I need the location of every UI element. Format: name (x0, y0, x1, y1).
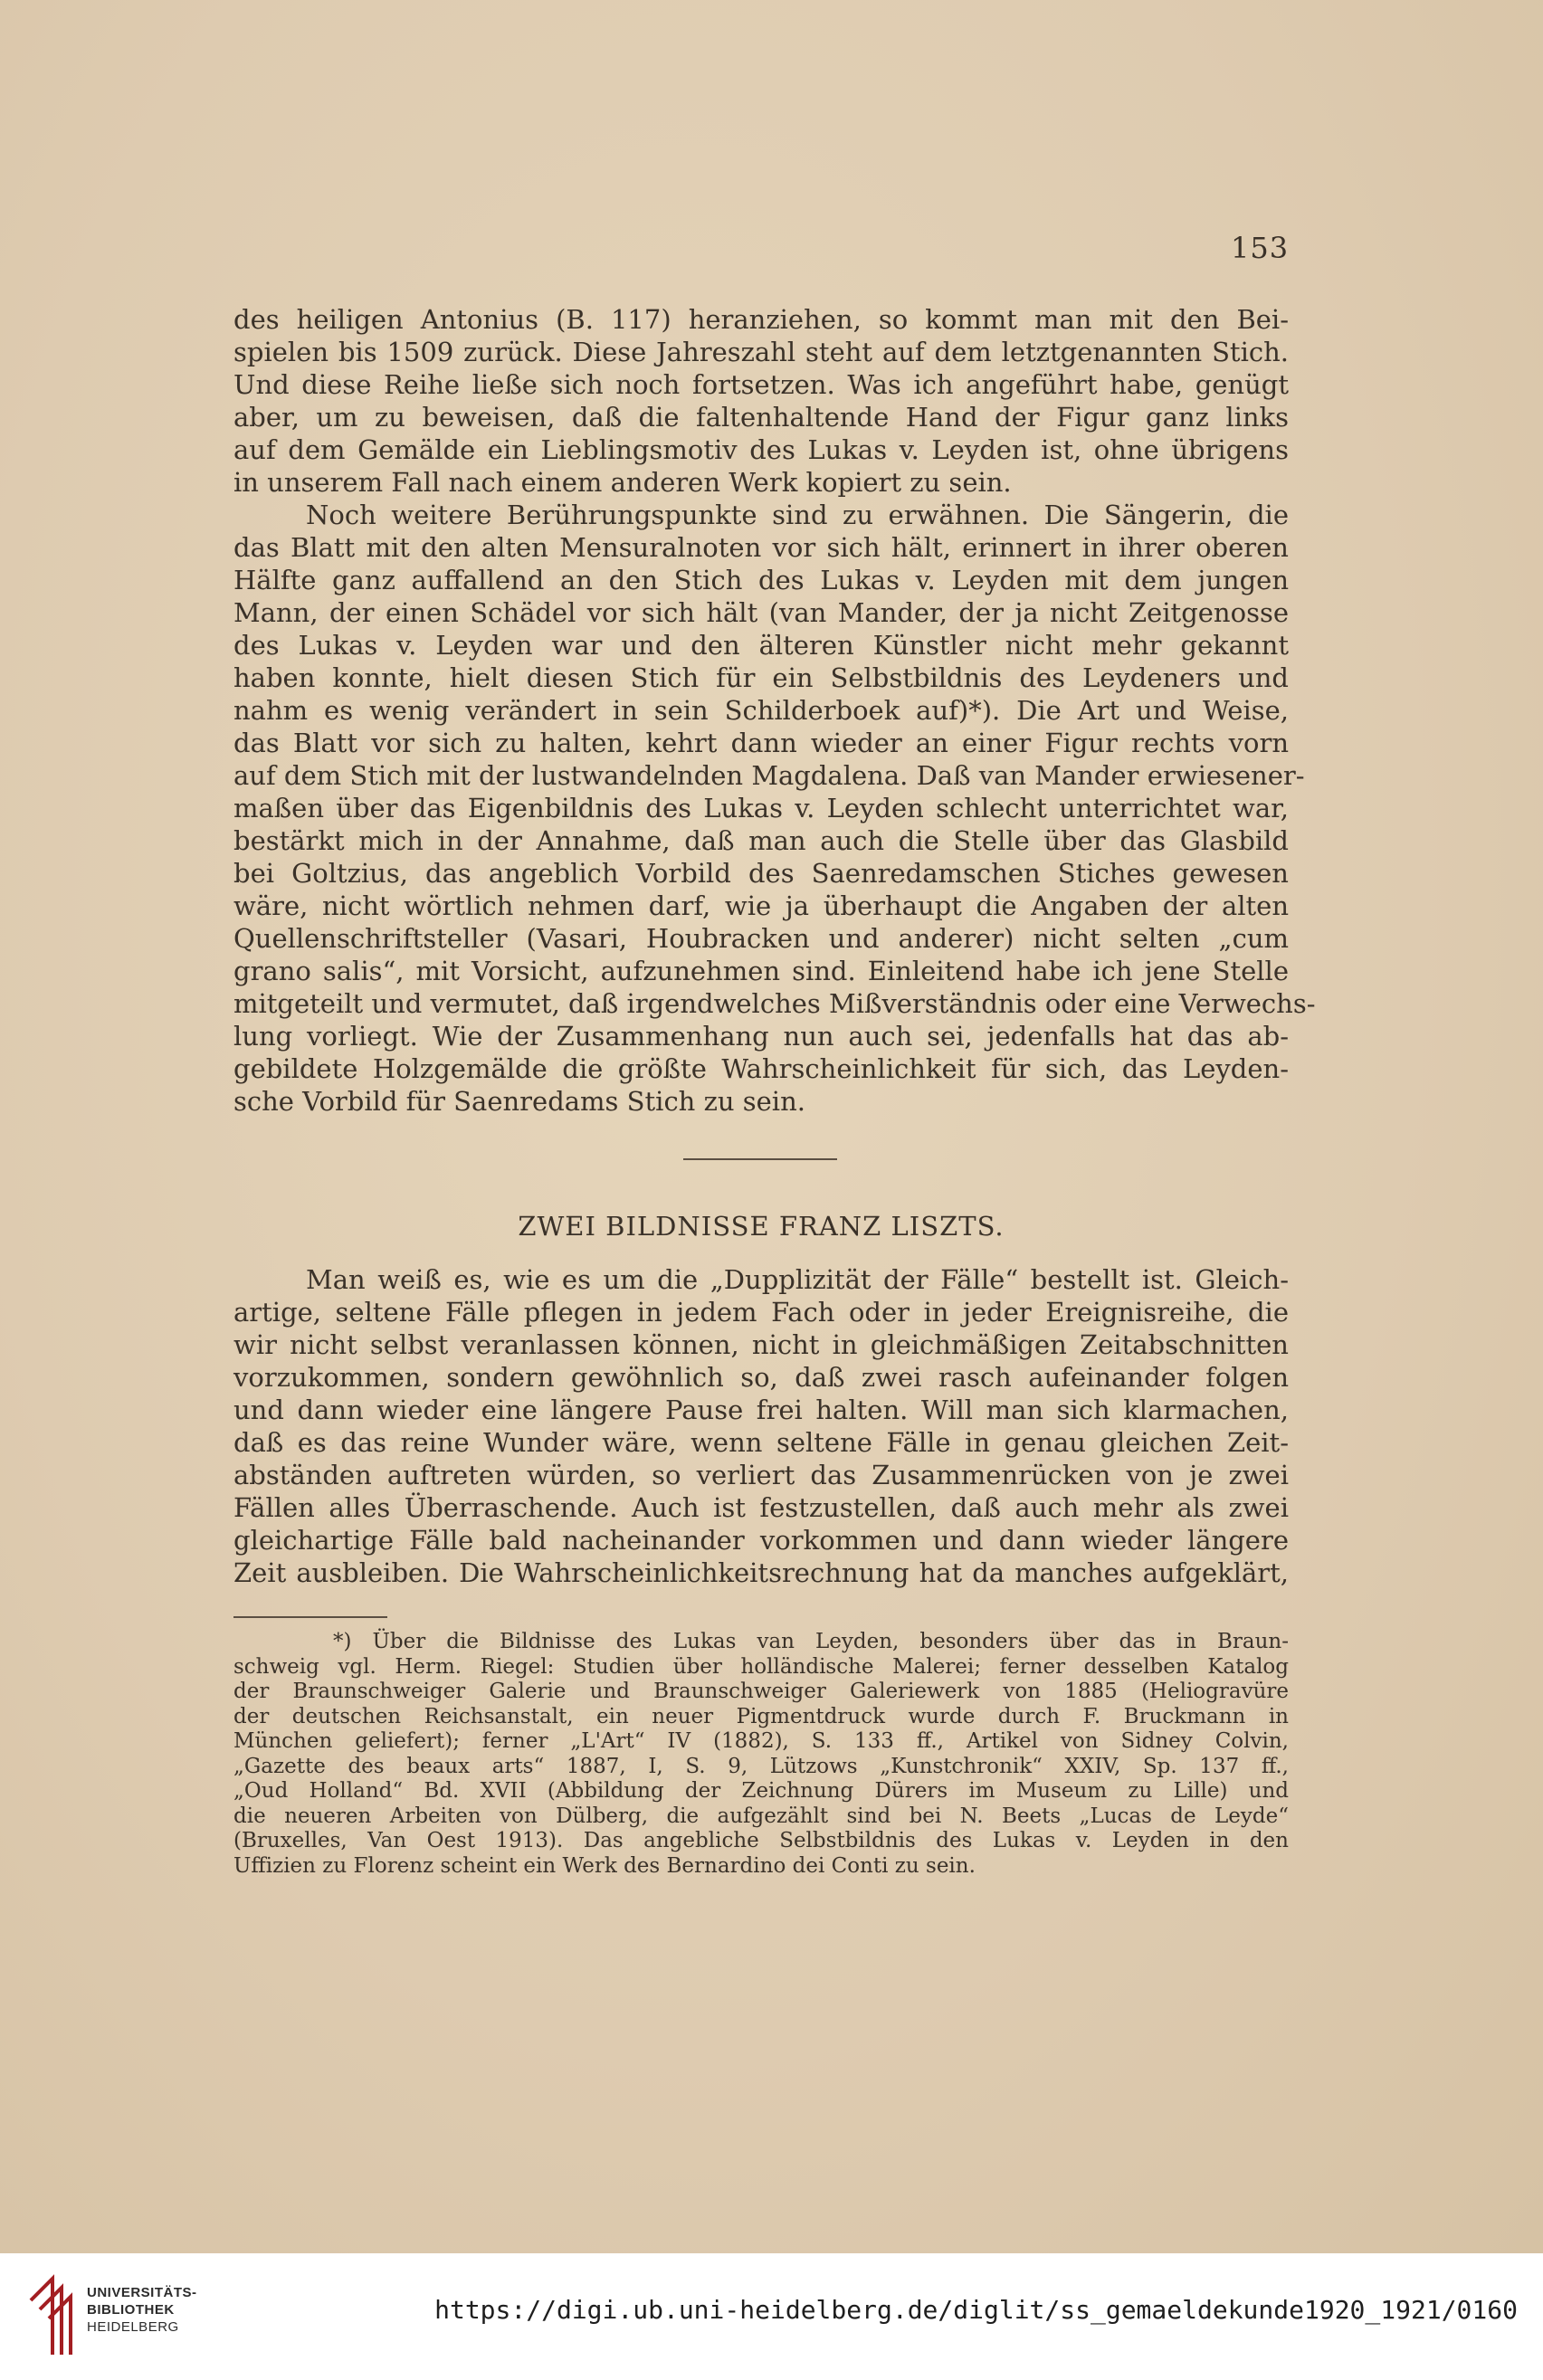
footnote-line: „Gazette des beaux arts“ 1887, I, S. 9, Lützows „Kunstchronik“ XXIV, Sp. 137 ff., (233, 1754, 1289, 1778)
text-line: das Blatt mit den alten Mensuralnoten vor sich hält, erinnert in ihrer oberen (233, 532, 1289, 563)
text-line: in unserem Fall nach einem anderen Werk kopiert zu sein. (233, 467, 1012, 498)
text-line: Zeit ausbleiben. Die Wahrscheinlichkeitsrechnung hat da manches aufgeklärt, (233, 1557, 1289, 1588)
paragraph-block (233, 303, 1316, 1118)
footnote-line: München geliefert); ferner „L'Art“ IV (1882), S. 133 ff., Artikel von Sidney Colvin, (233, 1729, 1289, 1753)
text-line: wäre, nicht wörtlich nehmen darf, wie ja überhaupt die Angaben der alten (233, 890, 1289, 921)
text-line: Quellenschriftsteller (Vasari, Houbracken und anderer) nicht selten „cum (233, 923, 1289, 954)
text-line: artige, seltene Fälle pflegen in jedem Fach oder in jeder Ereignisreihe, die (233, 1297, 1289, 1328)
text-line: wir nicht selbst veranlassen können, nicht in gleichmäßigen Zeitabschnitten (233, 1329, 1289, 1360)
footnote-line: der Braunschweiger Galerie und Braunschweiger Galeriewerk von 1885 (Heliogravüre (233, 1680, 1289, 1703)
footnote-line: Uffizien zu Florenz scheint ein Werk des Bernardino dei Conti zu sein. (233, 1853, 976, 1878)
footnote-block (233, 1630, 1289, 1879)
text-line: bei Goltzius, das angeblich Vorbild des Saenredamschen Stiches gewesen (233, 858, 1289, 889)
text-line: lung vorliegt. Wie der Zusammenhang nun auch sei, jedenfalls hat das ab- (233, 1021, 1289, 1052)
text-line: mitgeteilt und vermutet, daß irgendwelches Mißverständnis oder eine Verwechs- (233, 988, 1316, 1019)
text-line: Hälfte ganz auffallend an den Stich des Lukas v. Leyden mit dem jungen (233, 565, 1289, 595)
text-line: Und diese Reihe ließe sich noch fortsetzen. Was ich angeführt habe, genügt (233, 369, 1289, 400)
text-line: bestärkt mich in der Annahme, daß man auch die Stelle über das Glasbild (233, 825, 1289, 856)
text-line: auf dem Stich mit der lustwandelnden Magdalena. Daß van Mander erwiesener- (233, 760, 1305, 791)
text-line: grano salis“, mit Vorsicht, aufzunehmen sind. Einleitend habe ich jene Stelle (233, 956, 1289, 986)
text-line: haben konnte, hielt diesen Stich für ein Selbstbildnis des Leydeners und (233, 662, 1289, 693)
footnote-divider (233, 1616, 387, 1618)
footnote-line: der deutschen Reichsanstalt, ein neuer Pigmentdruck wurde durch F. Bruckmann in (233, 1704, 1289, 1728)
footnote-line: die neueren Arbeiten von Dülberg, die aufgezählt sind bei N. Beets „Lucas de Leyde“ (233, 1804, 1289, 1828)
library-logo-text (87, 2284, 197, 2336)
logo-line: UNIVERSITÄTS- (87, 2285, 197, 2300)
paragraph-block (233, 1263, 1289, 1589)
text-line: des Lukas v. Leyden war und den älteren Künstler nicht mehr gekannt (233, 630, 1289, 661)
text-line: des heiligen Antonius (B. 117) heranziehen, so kommt man mit den Bei- (233, 304, 1289, 335)
text-line: abständen auftreten würden, so verliert das Zusammenrücken von je zwei (233, 1460, 1289, 1490)
page-number: 153 (1231, 231, 1290, 265)
footnote-line: schweig vgl. Herm. Riegel: Studien über holländische Malerei; ferner desselben Katalog (233, 1654, 1289, 1679)
logo-line: BIBLIOTHEK (87, 2302, 175, 2318)
text-line: Fällen alles Überraschende. Auch ist festzustellen, daß auch mehr als zwei (233, 1492, 1289, 1523)
text-line: sche Vorbild für Saenredams Stich zu sein. (233, 1086, 805, 1117)
text-line: und dann wieder eine längere Pause frei halten. Will man sich klarmachen, (233, 1395, 1289, 1425)
text-line: gleichartige Fälle bald nacheinander vorkommen und dann wieder längere (233, 1525, 1289, 1556)
section-divider (683, 1158, 837, 1160)
footnote-line: „Oud Holland“ Bd. XVII (Abbildung der Zeichnung Dürers im Museum zu Lille) und (233, 1779, 1289, 1803)
footnote-line: (Bruxelles, Van Oest 1913). Das angebliche Selbstbildnis des Lukas v. Leyden in den (233, 1829, 1289, 1852)
text-line: nahm es wenig verändert in sein Schilderboek auf)*). Die Art und Weise, (233, 695, 1289, 726)
text-line: Mann, der einen Schädel vor sich hält (van Mander, der ja nicht Zeitgenosse (233, 597, 1289, 628)
text-line: aber, um zu beweisen, daß die faltenhaltende Hand der Figur ganz links (233, 402, 1289, 433)
footnote-line: *) Über die Bildnisse des Lukas van Leyden, besonders über das in Braun- (333, 1630, 1289, 1653)
text-line: Noch weitere Berührungspunkte sind zu erwähnen. Die Sängerin, die (306, 500, 1289, 530)
text-line: Man weiß es, wie es um die „Dupplizität der Fälle“ bestellt ist. Gleich- (306, 1264, 1289, 1295)
text-line: spielen bis 1509 zurück. Diese Jahreszahl steht auf dem letztgenannten Stich. (233, 337, 1289, 367)
library-logo-icon (25, 2273, 76, 2360)
text-line: vorzukommen, sondern gewöhnlich so, daß zwei rasch aufeinander folgen (233, 1362, 1289, 1393)
logo-line: HEIDELBERG (87, 2319, 179, 2335)
text-line: auf dem Gemälde ein Lieblingsmotiv des Lukas v. Leyden ist, ohne übrigens (233, 434, 1289, 465)
viewer-footer (0, 2253, 1543, 2380)
text-line: das Blatt vor sich zu halten, kehrt dann wieder an einer Figur rechts vorn (233, 728, 1289, 758)
permalink-url[interactable]: https://digi.ub.uni-heidelberg.de/diglit/ss_gemaeldekunde1920_1921/0160 (434, 2295, 1518, 2325)
text-line: maßen über das Eigenbildnis des Lukas v. Leyden schlecht unterrichtet war, (233, 793, 1289, 823)
text-line: daß es das reine Wunder wäre, wenn seltene Fälle in genau gleichen Zeit- (233, 1427, 1289, 1458)
text-line: gebildete Holzgemälde die größte Wahrscheinlichkeit für sich, das Leyden- (233, 1053, 1289, 1084)
section-heading: ZWEI BILDNISSE FRANZ LISZTS. (518, 1211, 1005, 1242)
